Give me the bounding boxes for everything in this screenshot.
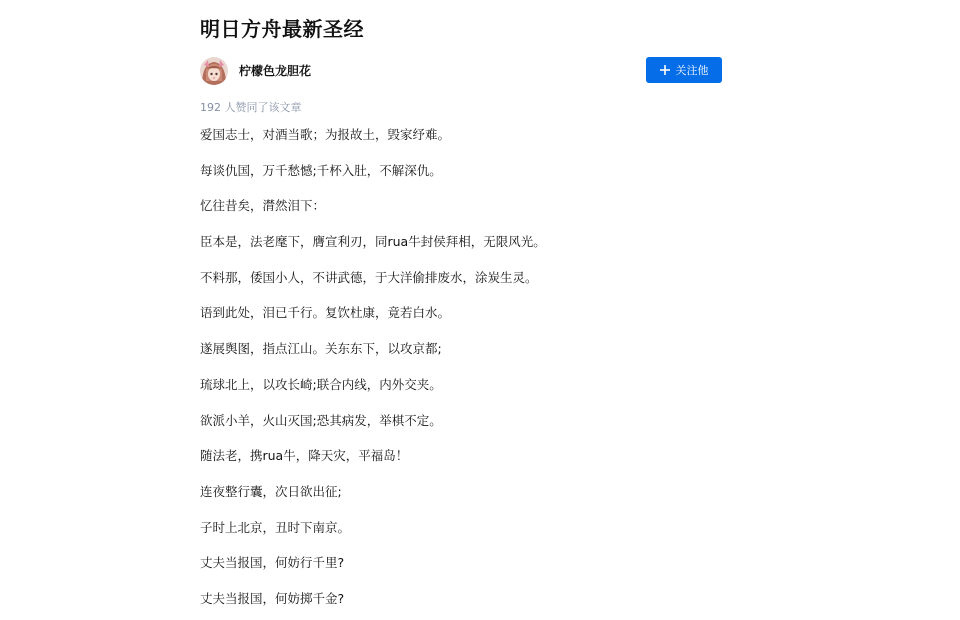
paragraph: 丈夫当报国，何妨掷千金? bbox=[200, 590, 345, 606]
paragraph: 欲派小羊，火山灭国;恐其病发，举棋不定。 bbox=[200, 412, 442, 428]
article bbox=[200, 14, 722, 620]
author-name[interactable]: 柠檬色龙胆花 bbox=[239, 64, 312, 78]
paragraph: 语到此处，泪已千行。复饮杜康，竟若白水。 bbox=[200, 305, 451, 321]
follow-button-label: 关注他 bbox=[675, 64, 709, 77]
follow-button[interactable] bbox=[646, 57, 722, 83]
paragraph: 不料那，倭国小人，不讲武德，于大洋偷排废水，涂炭生灵。 bbox=[200, 269, 538, 285]
author-avatar[interactable] bbox=[200, 57, 228, 85]
paragraph: 臣本是，法老麾下，膺宣利刃，同rua牛封侯拜相，无限风光。 bbox=[200, 234, 546, 250]
article-title: 明日方舟最新圣经 bbox=[200, 17, 364, 41]
paragraph: 遂展舆图，指点江山。关东东下，以攻京都; bbox=[200, 341, 442, 357]
vote-info: 192 人赞同了该文章 bbox=[200, 101, 302, 114]
paragraph: 琉球北上，以攻长崎;联合内线，内外交夹。 bbox=[200, 376, 442, 392]
author-row bbox=[200, 56, 722, 86]
paragraph: 随法老，携rua牛，降天灾，平福岛！ bbox=[200, 448, 409, 464]
anime-avatar-icon bbox=[200, 57, 228, 85]
paragraph: 爱国志士，对酒当歌；为报故土，毁家纾难。 bbox=[200, 127, 451, 142]
paragraph: 连夜整行囊，次日欲出征; bbox=[200, 483, 342, 499]
plus-icon bbox=[660, 65, 670, 75]
article-content bbox=[200, 126, 722, 608]
paragraph: 每谈仇国，万千愁憾;千杯入肚，不解深仇。 bbox=[200, 162, 442, 178]
paragraph: 丈夫当报国，何妨行千里? bbox=[200, 555, 345, 571]
paragraph: 忆往昔矣，潸然泪下： bbox=[200, 198, 326, 214]
paragraph: 子时上北京，丑时下南京。 bbox=[200, 519, 351, 535]
